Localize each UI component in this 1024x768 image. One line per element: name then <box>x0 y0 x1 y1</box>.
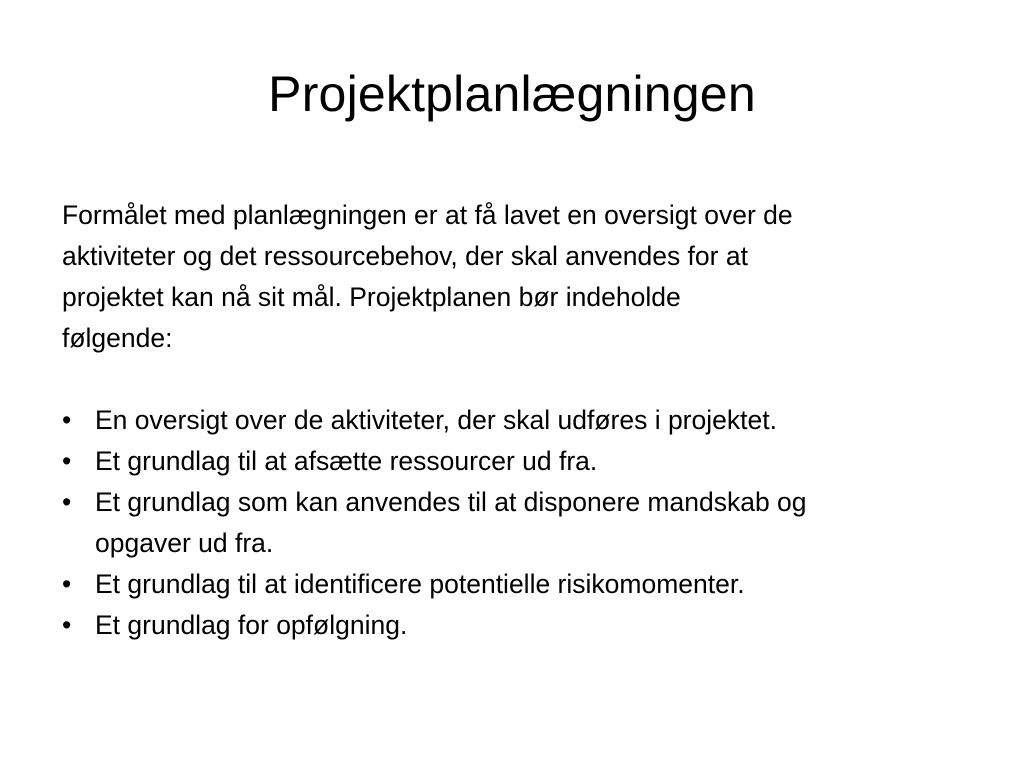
bullet-item <box>62 441 962 482</box>
intro-paragraph <box>62 195 962 359</box>
intro-line: Formålet med planlægningen er at få lavet en oversigt over de <box>62 200 793 230</box>
bullet-item <box>62 400 962 441</box>
intro-line: projektet kan nå sit mål. Projektplanen bør indeholde <box>62 282 681 312</box>
slide-title: Projektplanlægningen <box>268 66 756 122</box>
intro-line: følgende: <box>62 323 173 353</box>
bullet-item <box>62 605 962 646</box>
bullet-text-continuation: opgaver ud fra. <box>95 528 274 558</box>
bullet-text: Et grundlag til at afsætte ressourcer ud fra. <box>95 446 598 476</box>
bullet-text: En oversigt over de aktiviteter, der skal udføres i projektet. <box>95 405 777 435</box>
bullet-icon: • <box>62 405 72 435</box>
intro-line: aktiviteter og det ressourcebehov, der skal anvendes for at <box>62 241 748 271</box>
bullet-icon: • <box>62 487 72 517</box>
bullet-item <box>62 564 962 605</box>
bullet-item <box>62 482 962 564</box>
bullet-icon: • <box>62 446 72 476</box>
slide-content <box>62 195 962 646</box>
bullet-text: Et grundlag til at identificere potentielle risikomomenter. <box>95 569 745 599</box>
bullet-text: Et grundlag for opfølgning. <box>95 610 408 640</box>
bullet-icon: • <box>62 610 72 640</box>
paragraph-spacer <box>62 359 962 400</box>
bullet-text: Et grundlag som kan anvendes til at disponere mandskab og <box>95 487 807 517</box>
bullet-icon: • <box>62 569 72 599</box>
bullet-list <box>62 400 962 646</box>
